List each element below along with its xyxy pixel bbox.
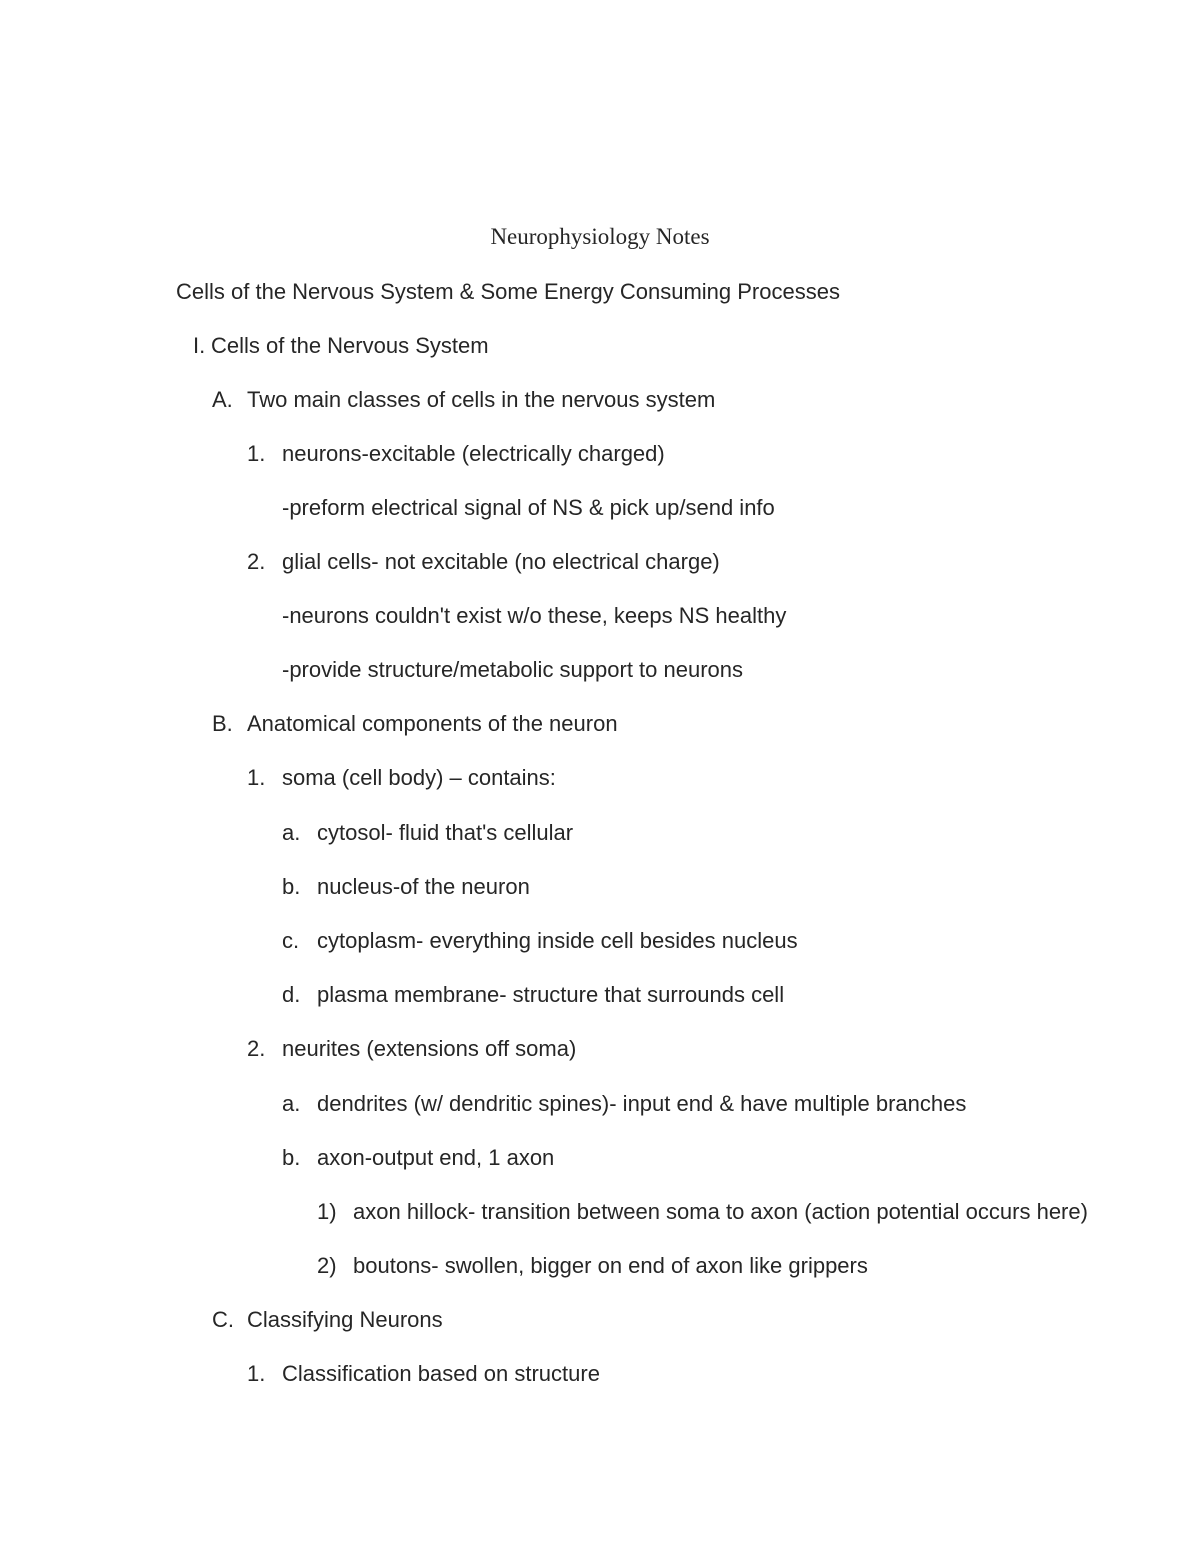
document-subtitle: Cells of the Nervous System & Some Energy Consuming Processes	[176, 279, 840, 304]
list-marker: 2)	[317, 1253, 337, 1278]
note-line: -preform electrical signal of NS & pick up/send info	[282, 495, 775, 520]
section-c-heading: Classifying Neurons	[247, 1307, 443, 1332]
section-b-marker: B.	[212, 711, 233, 736]
list-item: neurites (extensions off soma)	[282, 1036, 577, 1061]
section-c-marker: C.	[212, 1307, 234, 1332]
section-a-marker: A.	[212, 387, 233, 412]
list-item: glial cells- not excitable (no electrical charge)	[282, 549, 720, 574]
list-item: Classification based on structure	[282, 1361, 600, 1386]
list-item: soma (cell body) – contains:	[282, 765, 556, 790]
list-item: nucleus-of the neuron	[317, 874, 530, 899]
note-line: -provide structure/metabolic support to neurons	[282, 657, 744, 682]
list-marker: 1)	[317, 1199, 337, 1224]
section-a-heading: Two main classes of cells in the nervous system	[247, 387, 716, 412]
list-marker: c.	[282, 928, 300, 953]
section-i-heading: Cells of the Nervous System	[211, 333, 489, 358]
list-marker: d.	[282, 982, 301, 1007]
list-item: cytoplasm- everything inside cell besides nucleus	[317, 928, 798, 953]
list-item: boutons- swollen, bigger on end of axon like grippers	[353, 1253, 868, 1278]
list-marker: 1.	[247, 1361, 266, 1386]
list-item: neurons-excitable (electrically charged)	[282, 441, 665, 466]
list-item: cytosol- fluid that's cellular	[317, 820, 574, 845]
list-marker: 1.	[247, 441, 266, 466]
list-item: dendrites (w/ dendritic spines)- input end & have multiple branches	[317, 1091, 967, 1116]
section-i-marker: I.	[193, 333, 206, 358]
list-item: axon-output end, 1 axon	[317, 1145, 555, 1170]
document-title: Neurophysiology Notes	[490, 224, 710, 249]
note-line: -neurons couldn't exist w/o these, keeps NS healthy	[282, 603, 787, 628]
list-item: axon hillock- transition between soma to axon (action potential occurs here)	[353, 1199, 1088, 1224]
section-b-heading: Anatomical components of the neuron	[247, 711, 618, 736]
list-marker: b.	[282, 874, 301, 899]
list-marker: a.	[282, 1091, 301, 1116]
list-marker: a.	[282, 820, 301, 845]
list-marker: b.	[282, 1145, 301, 1170]
list-item: plasma membrane- structure that surrounds cell	[317, 982, 785, 1007]
list-marker: 2.	[247, 1036, 266, 1061]
list-marker: 1.	[247, 765, 266, 790]
list-marker: 2.	[247, 549, 266, 574]
